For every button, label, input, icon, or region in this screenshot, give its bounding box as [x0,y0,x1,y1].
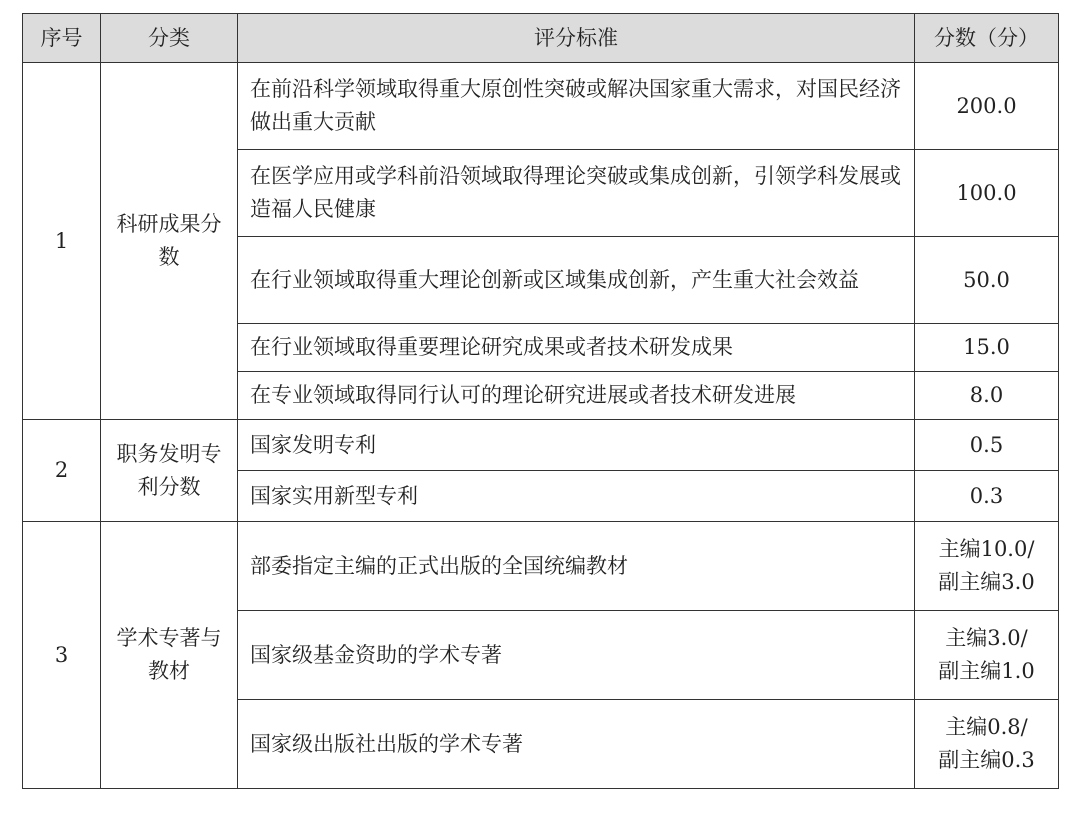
header-row [23,14,1059,63]
criteria-cell: 在医学应用或学科前沿领域取得理论突破或集成创新，引领学科发展或造福人民健康 [238,150,915,237]
group-number: 3 [23,522,101,789]
scoring-table [22,13,1059,789]
criteria-cell: 国家发明专利 [238,420,915,471]
score-vice: 副主编0.3 [938,748,1035,772]
header-criteria: 评分标准 [238,14,915,63]
criteria-cell: 在前沿科学领域取得重大原创性突破或解决国家重大需求，对国民经济做出重大贡献 [238,63,915,150]
score-cell [915,522,1059,611]
score-cell: 8.0 [915,372,1059,420]
header-category: 分类 [101,14,238,63]
score-cell: 200.0 [915,63,1059,150]
criteria-cell: 部委指定主编的正式出版的全国统编教材 [238,522,915,611]
group-category [101,522,238,789]
score-main: 主编10.0/ [938,537,1035,562]
criteria-cell: 国家实用新型专利 [238,471,915,522]
table-row [23,522,1059,611]
group-number: 2 [23,420,101,522]
group-category-label: 科研成果分数 [116,212,222,269]
table-row [23,63,1059,150]
score-cell: 100.0 [915,150,1059,237]
score-vice: 副主编3.0 [938,570,1035,594]
score-main: 主编3.0/ [945,626,1028,651]
criteria-cell: 在行业领域取得重要理论研究成果或者技术研发成果 [238,324,915,372]
group-category-label: 学术专著与教材 [116,626,222,683]
criteria-cell: 在专业领域取得同行认可的理论研究进展或者技术研发进展 [238,372,915,420]
score-cell: 0.5 [915,420,1059,471]
group-category [101,63,238,420]
group-category-label: 职务发明专利分数 [116,441,222,499]
table-row [23,420,1059,471]
score-cell: 0.3 [915,471,1059,522]
group-category [101,420,238,522]
criteria-cell: 在行业领域取得重大理论创新或区域集成创新，产生重大社会效益 [238,237,915,324]
score-cell [915,611,1059,700]
score-vice: 副主编1.0 [938,659,1035,683]
group-number: 1 [23,63,101,420]
criteria-cell: 国家级基金资助的学术专著 [238,611,915,700]
score-main: 主编0.8/ [945,715,1028,740]
score-cell: 50.0 [915,237,1059,324]
header-no: 序号 [23,14,101,63]
criteria-cell: 国家级出版社出版的学术专著 [238,700,915,789]
score-cell: 15.0 [915,324,1059,372]
score-cell [915,700,1059,789]
header-score: 分数（分） [915,14,1059,63]
